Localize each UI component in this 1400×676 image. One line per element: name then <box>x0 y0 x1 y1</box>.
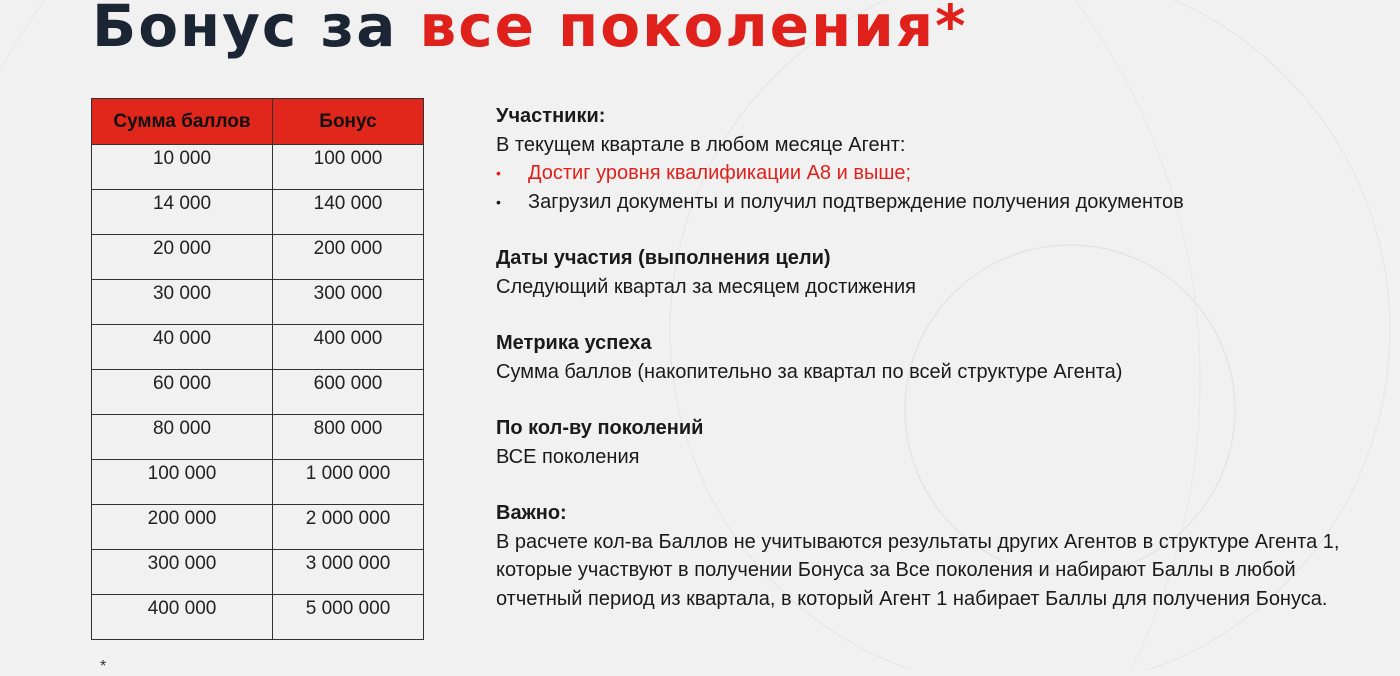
important-text: В расчете кол-ва Баллов не учитываются результаты других Агентов в структуре Агента 1, которые участвуют в получении Бонуса за Все поколения и набирают Баллы в любой отчетный период из квартала, в который Агент 1 набирает Баллы для получения Бонуса. <box>496 530 1340 610</box>
table-row <box>92 370 424 415</box>
important-heading: Важно: <box>496 502 567 524</box>
cell-bonus: 200 000 <box>273 235 424 280</box>
cell-score: 400 000 <box>92 595 273 640</box>
cell-bonus: 3 000 000 <box>273 550 424 595</box>
dates-heading: Даты участия (выполнения цели) <box>496 247 831 269</box>
cell-score: 200 000 <box>92 505 273 550</box>
column-header-score: Сумма баллов <box>92 99 273 145</box>
participants-item-text: Загрузил документы и получил подтверждение получения документов <box>528 190 1184 213</box>
table-row <box>92 550 424 595</box>
table-row <box>92 460 424 505</box>
cell-bonus: 300 000 <box>273 280 424 325</box>
cell-bonus: 1 000 000 <box>273 460 424 505</box>
participants-intro: В текущем квартале в любом месяце Агент: <box>496 133 906 156</box>
cell-bonus: 600 000 <box>273 370 424 415</box>
generations-text: ВСЕ поколения <box>496 445 640 468</box>
generations-section <box>496 414 1376 471</box>
important-section <box>496 499 1376 613</box>
metric-text: Сумма баллов (накопительно за квартал по всей структуре Агента) <box>496 360 1123 383</box>
cell-bonus: 400 000 <box>273 325 424 370</box>
page-title <box>92 0 967 66</box>
table-row <box>92 190 424 235</box>
participants-heading: Участники: <box>496 105 606 127</box>
dates-text: Следующий квартал за месяцем достижения <box>496 275 916 298</box>
table-row <box>92 280 424 325</box>
generations-heading: По кол-ву поколений <box>496 417 704 439</box>
participants-item-documents <box>496 188 1376 217</box>
metric-section <box>496 329 1376 386</box>
participants-item-qualification <box>496 159 1376 188</box>
info-panel <box>496 102 1376 641</box>
table-row <box>92 415 424 460</box>
table-row <box>92 505 424 550</box>
cell-score: 100 000 <box>92 460 273 505</box>
dates-section <box>496 244 1376 301</box>
cell-score: 20 000 <box>92 235 273 280</box>
bullet-icon: • <box>496 193 501 210</box>
cell-score: 80 000 <box>92 415 273 460</box>
table-header-row <box>92 99 424 145</box>
cell-score: 14 000 <box>92 190 273 235</box>
table-row <box>92 595 424 640</box>
cell-score: 40 000 <box>92 325 273 370</box>
cell-bonus: 800 000 <box>273 415 424 460</box>
participants-section <box>496 102 1376 216</box>
bullet-icon: • <box>496 165 501 181</box>
footnote: * <box>100 658 107 675</box>
cell-score: 30 000 <box>92 280 273 325</box>
cell-score: 60 000 <box>92 370 273 415</box>
title-part-dark: Бонус за <box>92 0 420 60</box>
title-part-accent: все поколения* <box>419 0 968 60</box>
participants-item-text: Достиг уровня квалификации А8 и выше; <box>528 162 912 184</box>
table-row <box>92 145 424 190</box>
cell-score: 10 000 <box>92 145 273 190</box>
cell-bonus: 5 000 000 <box>273 595 424 640</box>
table-row <box>92 325 424 370</box>
bonus-table <box>91 98 424 640</box>
cell-bonus: 140 000 <box>273 190 424 235</box>
cell-bonus: 2 000 000 <box>273 505 424 550</box>
cell-bonus: 100 000 <box>273 145 424 190</box>
cell-score: 300 000 <box>92 550 273 595</box>
table-row <box>92 235 424 280</box>
column-header-bonus: Бонус <box>273 99 424 145</box>
metric-heading: Метрика успеха <box>496 332 652 354</box>
